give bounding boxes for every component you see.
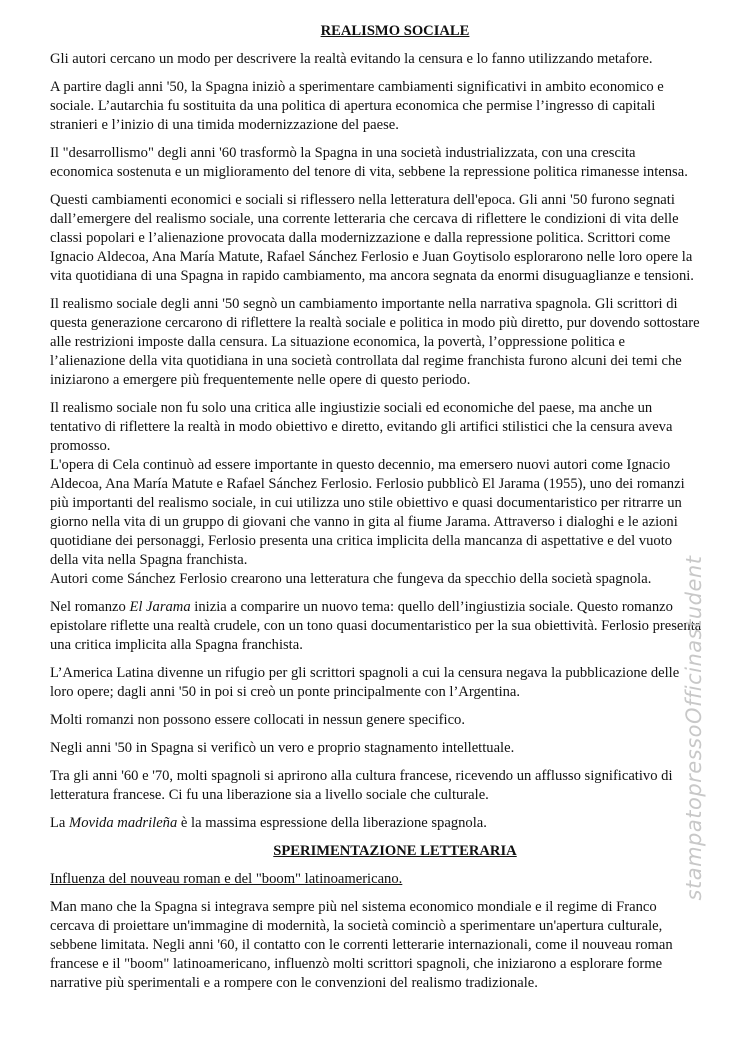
- paragraph-4: [50, 191, 740, 286]
- text-line: questa generazione cercarono di riflettere la realtà sociale e politica in modo più diretto, pur dovendo sottostare: [50, 315, 700, 331]
- text-line: quotidiane dei personaggi, Ferlosio presenta una critica implicita della mancanza di aspettative e del vuoto: [50, 533, 673, 549]
- text-line: classi popolari e l’alienazione provocata dalla modernizzazione e dalla repressione politica. Scrittori come: [50, 230, 671, 246]
- text-line: narrative più sperimentali e a rompere con le convenzioni del realismo tradizionale.: [50, 975, 538, 991]
- section-title-realismo-sociale: REALISMO SOCIALE: [320, 23, 470, 39]
- text-line: Il realismo sociale non fu solo una critica alle ingiustizie sociali ed economiche del paese, ma anche un: [50, 400, 653, 416]
- text-line: L'opera di Cela continuò ad essere importante in questo decennio, ma emersero nuovi autori come Ignacio: [50, 457, 671, 473]
- text-line: A partire dagli anni '50, la Spagna iniziò a sperimentare cambiamenti significativi in ambito economico e: [50, 79, 664, 95]
- text-line: [50, 814, 740, 833]
- paragraph-1: [50, 50, 740, 69]
- paragraph-9: [50, 711, 740, 730]
- text-run: Nel romanzo: [50, 599, 130, 615]
- text-line: promosso.: [50, 438, 111, 454]
- text-line: epistolare riflette una realtà crudele, con un tono quasi documentaristico per la sua obiettività. Ferlosio presenta: [50, 618, 702, 634]
- paragraph-8: [50, 664, 740, 702]
- text-line: Molti romanzi non possono essere collocati in nessun genere specifico.: [50, 712, 466, 728]
- text-run: La: [50, 815, 70, 831]
- paragraph-2: [50, 78, 740, 135]
- italic-term: Movida madrileña: [69, 815, 178, 831]
- text-line: Aldecoa, Ana María Matute e Rafael Sánchez Ferlosio. Ferlosio pubblicò El Jarama (1955), uno dei romanzi: [50, 476, 685, 492]
- text-line: della vita nella Spagna franchista.: [50, 552, 248, 568]
- text-line: alle restrizioni imposte dalla censura. La situazione economica, la povertà, l’oppressione politica e: [50, 334, 626, 350]
- watermark: stampatopressoOfficinastudent: [682, 555, 706, 901]
- section-title-sperimentazione: SPERIMENTAZIONE LETTERARIA: [273, 843, 517, 859]
- subsection-title: Influenza del nouveau roman e del "boom" latinoamericano.: [50, 871, 403, 887]
- text-line: tentativo di riflettere la realtà in modo obiettivo e diretto, evitando gli artifici stilistici che la censura aveva: [50, 419, 673, 435]
- text-run: è la massima espressione della liberazione spagnola.: [177, 815, 487, 831]
- italic-title: El Jarama: [129, 599, 191, 615]
- text-line: letteratura francese. Ci fu una liberazione sia a livello sociale che culturale.: [50, 787, 489, 803]
- text-line: [50, 598, 740, 617]
- text-line: Questi cambiamenti economici e sociali si riflessero nella letteratura dell'epoca. Gli anni '50 furono segnati: [50, 192, 675, 208]
- text-line: sociale. L’autarchia fu sostituita da una politica di apertura economica che permise l’ingresso di capitali: [50, 98, 656, 114]
- document-page: [50, 22, 740, 1002]
- paragraph-7: [50, 598, 740, 655]
- text-line: Negli anni '50 in Spagna si verificò un vero e proprio stagnamento intellettuale.: [50, 740, 515, 756]
- text-line: giorno nella vita di un gruppo di giovani che vanno in gita al fiume Jarama. Attraverso i dialoghi e le azioni: [50, 514, 678, 530]
- text-line: l’alienazione della vita quotidiana in una società controllata dal regime franchista furono alcuni dei temi che: [50, 353, 682, 369]
- text-line: dall’emergere del realismo sociale, una corrente letteraria che cercava di riflettere le condizioni di vita delle: [50, 211, 679, 227]
- text-line: Autori come Sánchez Ferlosio crearono una letteratura che fungeva da specchio della società spagnola.: [50, 571, 652, 587]
- text-line: L’America Latina divenne un rifugio per gli scrittori spagnoli a cui la censura negava la pubblicazione delle: [50, 665, 680, 681]
- paragraph-12: [50, 814, 740, 833]
- text-run: inizia a comparire un nuovo tema: quello dell’ingiustizia sociale. Questo romanzo: [190, 599, 673, 615]
- text-line: stranieri e l’inizio di una timida modernizzazione del paese.: [50, 117, 399, 133]
- text-line: più importanti del realismo sociale, in cui utilizza uno stile obiettivo e quasi documentaristico per ritrarre un: [50, 495, 682, 511]
- paragraph-3: [50, 144, 740, 182]
- text-line: Man mano che la Spagna si integrava sempre più nel sistema economico mondiale e il regime di Franco: [50, 899, 657, 915]
- paragraph-10: [50, 739, 740, 758]
- text-line: Gli autori cercano un modo per descrivere la realtà evitando la censura e lo fanno utilizzando metafore.: [50, 51, 653, 67]
- text-line: Il realismo sociale degli anni '50 segnò un cambiamento importante nella narrativa spagnola. Gli scrittori di: [50, 296, 678, 312]
- text-line: Ignacio Aldecoa, Ana María Matute, Rafael Sánchez Ferlosio e Juan Goytisolo esplorarono nelle loro opere la: [50, 249, 693, 265]
- text-line: loro opere; dagli anni '50 in poi si creò un ponte principalmente con l’Argentina.: [50, 684, 521, 700]
- text-line: francese e il "boom" latinoamericano, influenzò molti scrittori spagnoli, che iniziarono a esplorare forme: [50, 956, 663, 972]
- paragraph-13: [50, 898, 740, 993]
- text-line: economica sostenuta e un miglioramento del tenore di vita, sebbene la repressione politica rimanesse intensa.: [50, 164, 688, 180]
- text-line: cercava di proiettare un'immagine di modernità, la società cominciò a sperimentare un'apertura culturale,: [50, 918, 663, 934]
- text-line: Il "desarrollismo" degli anni '60 trasformò la Spagna in una società industrializzata, con una crescita: [50, 145, 636, 161]
- text-line: iniziarono a emergere più frequentemente nelle opere di questo periodo.: [50, 372, 471, 388]
- paragraph-6: [50, 399, 740, 589]
- paragraph-5: [50, 295, 740, 390]
- text-line: sebbene limitata. Negli anni '60, il contatto con le correnti letterarie internazionali, come il nouveau roman: [50, 937, 673, 953]
- text-line: vita quotidiana di una Spagna in rapido cambiamento, ma ancora segnata da enormi disuguaglianze e tensioni.: [50, 268, 694, 284]
- paragraph-11: [50, 767, 740, 805]
- text-line: una critica implicita alla Spagna franchista.: [50, 637, 303, 653]
- text-line: Tra gli anni '60 e '70, molti spagnoli si aprirono alla cultura francese, ricevendo un afflusso significativo di: [50, 768, 673, 784]
